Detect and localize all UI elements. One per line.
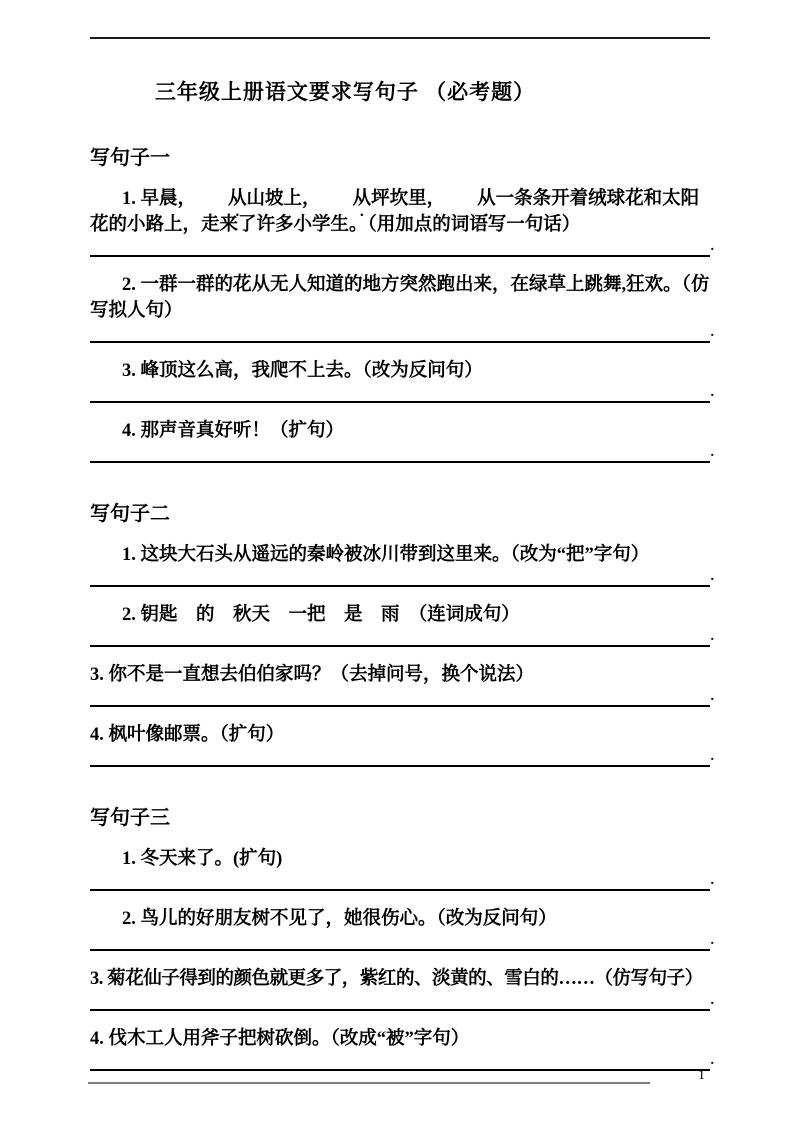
page-title: 三年级上册语文要求写句子 （必考题） bbox=[154, 80, 536, 104]
blank-period: . bbox=[710, 569, 714, 584]
blank-period: . bbox=[710, 749, 714, 764]
answer-blank-line bbox=[90, 688, 714, 707]
item-1-3-text: 3. 峰顶这么高，我爬不上去。（改为反问句） bbox=[122, 361, 483, 381]
header-rule bbox=[90, 37, 710, 39]
blank-period: . bbox=[710, 689, 714, 704]
text-segment: 一条条开着绒球花和太阳花的小路上，走来了许多小学生。（用加点的词语写一句话） bbox=[90, 189, 700, 235]
blank-period: . bbox=[710, 239, 714, 254]
answer-blank-line bbox=[90, 992, 714, 1011]
section-one bbox=[90, 145, 714, 463]
answer-blank-line bbox=[90, 238, 714, 257]
section-one-heading: 写句子一 bbox=[90, 147, 170, 169]
emphasis-dotted-word: 从 bbox=[228, 189, 247, 209]
item-2-4-text: 4. 枫叶像邮票。（扩句） bbox=[90, 725, 285, 745]
blank-period: . bbox=[710, 873, 714, 888]
answer-blank-line bbox=[90, 568, 714, 587]
answer-blank-line bbox=[90, 932, 714, 951]
section-two-heading: 写句子二 bbox=[90, 503, 170, 525]
page-number: 1 bbox=[698, 1068, 705, 1083]
blank-period: . bbox=[710, 385, 714, 400]
item-3-1-text: 1. 冬天来了。(扩句) bbox=[122, 849, 283, 869]
text-segment: 山坡上， bbox=[246, 189, 321, 209]
footer-rule bbox=[88, 1082, 650, 1084]
item-1-2-text: 2. 一群一群的花从无人知道的地方突然跑出来，在绿草上跳舞,狂欢。（仿写拟人句） bbox=[90, 275, 710, 321]
section-three bbox=[90, 805, 714, 1071]
blank-period: . bbox=[710, 325, 714, 340]
text-segment: 1. 早晨， bbox=[122, 189, 197, 209]
text-segment: 坪坎里， bbox=[371, 189, 446, 209]
blank-period: . bbox=[710, 1053, 714, 1068]
answer-blank-line bbox=[90, 872, 714, 891]
item-3-4-text: 4. 伐木工人用斧子把树砍倒。（改成“被”字句） bbox=[90, 1029, 470, 1049]
answer-blank-line bbox=[90, 748, 714, 767]
blank-period: . bbox=[710, 993, 714, 1008]
item-3-3-text: 3. 菊花仙子得到的颜色就更多了，紫红的、淡黄的、雪白的……（仿写句子） bbox=[90, 969, 703, 989]
item-1-1-text bbox=[90, 186, 710, 238]
blank-period: . bbox=[710, 629, 714, 644]
item-2-1-text: 1. 这块大石头从遥远的秦岭被冰川带到这里来。（改为“把”字句） bbox=[122, 545, 650, 565]
answer-blank-line bbox=[90, 324, 714, 343]
emphasis-dotted-word: 从 bbox=[352, 189, 372, 209]
section-two bbox=[90, 501, 714, 767]
answer-blank-line bbox=[90, 628, 714, 647]
answer-blank-line bbox=[90, 1052, 714, 1071]
answer-blank-line bbox=[90, 384, 714, 403]
item-3-2-text: 2. 鸟儿的好朋友树不见了，她很伤心。（改为反问句） bbox=[122, 909, 557, 929]
item-2-2-text: 2. 钥匙 的 秋天 一把 是 雨 （连词成句） bbox=[122, 605, 520, 625]
answer-blank-line bbox=[90, 444, 714, 463]
section-three-heading: 写句子三 bbox=[90, 807, 170, 829]
emphasis-dotted-word: 从 bbox=[477, 189, 496, 209]
blank-period: . bbox=[710, 445, 714, 460]
item-2-3-text: 3. 你不是一直想去伯伯家吗？（去掉问号，换个说法） bbox=[90, 665, 535, 685]
blank-period: . bbox=[710, 933, 714, 948]
item-1-4-text: 4. 那声音真好听！（扩句） bbox=[122, 421, 345, 441]
